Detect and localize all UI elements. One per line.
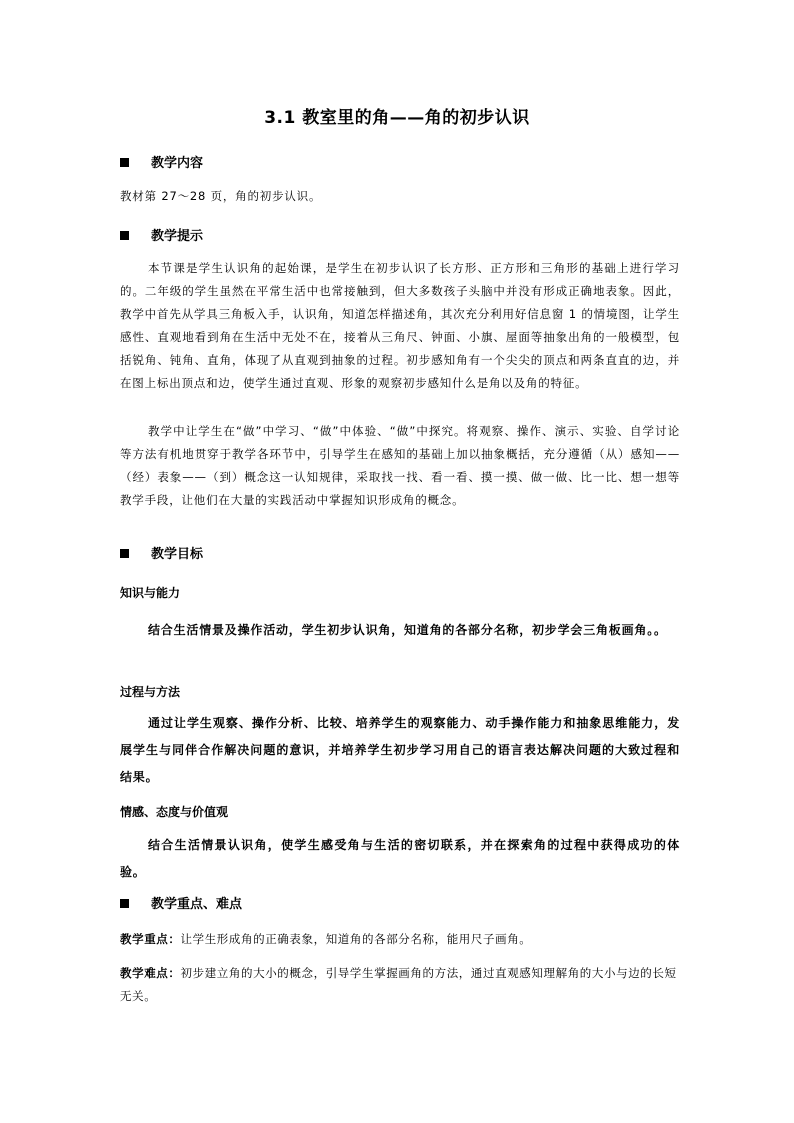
tips-paragraph-2: 教学中让学生在“做”中学习、“做”中体验、“做”中探究。将观察、操作、演示、实验、自学讨论等方法有机地贯穿于教学各环节中，引导学生在感知的基础上加以抽象概括，充分遵循（从）感知——（经）表象——（到）概念这一认知规律，采取找一找、看一看、摸一摸、做一做、比一比、想一想等教学手段，让他们在大量的实践活动中掌握知识形成角的概念。 — [120, 424, 680, 507]
focus-text: 让学生形成角的正确表象，知道角的各部分名称，能用尺子画角。 — [180, 932, 532, 946]
section-heading-label: 教学重点、难点 — [151, 897, 243, 912]
square-bullet-icon — [120, 158, 129, 167]
document-title: 3.1 教室里的角——角的初步认识 — [264, 108, 530, 128]
section-heading-content — [120, 152, 680, 171]
difficulty-label: 教学难点： — [120, 966, 181, 980]
goal-text-process: 通过让学生观察、操作分析、比较、培养学生的观察能力、动手操作能力和抽象思维能力，发展学生与同伴合作解决问题的意识，并培养学生初步学习用自己的语言表达解决问题的大致过程和结果。 — [120, 716, 680, 784]
goal-subheading-knowledge: 知识与能力 — [120, 586, 181, 600]
difficulty-point — [120, 962, 680, 1008]
section-heading-label: 教学提示 — [151, 229, 204, 244]
square-bullet-icon — [120, 899, 129, 908]
section-heading-label: 教学目标 — [151, 547, 204, 562]
square-bullet-icon — [120, 231, 129, 240]
content-text: 教材第 27～28 页，角的初步认识。 — [120, 189, 322, 203]
section-heading-goals — [120, 543, 680, 562]
goal-subheading-process: 过程与方法 — [120, 685, 181, 699]
difficulty-text: 初步建立角的大小的概念，引导学生掌握画角的方法，通过直观感知理解角的大小与边的长短无关。 — [120, 966, 677, 1003]
section-heading-tips — [120, 225, 680, 244]
goal-text-attitude: 结合生活情景认识角，使学生感受角与生活的密切联系，并在探索角的过程中获得成功的体验。 — [120, 838, 680, 879]
tips-paragraph-1: 本节课是学生认识角的起始课，是学生在初步认识了长方形、正方形和三角形的基础上进行学习的。二年级的学生虽然在平常生活中也常接触到，但大多数孩子头脑中并没有形成正确地表象。因此，教学中首先从学具三角板入手，认识角，知道怎样描述角，其次充分利用好信息窗 1 的情境图，让学生感性、直观地看到角在生活中无处不在，接着从三角尺、钟面、小旗、屋面等抽象出角的一般模型，包括锐角、钝角、直角，体现了从直观到抽象的过程。初步感知角有一个尖尖的顶点和两条直直的边，并在图上标出顶点和边，使学生通过直观、形象的观察初步感知什么是角以及角的特征。 — [120, 261, 680, 390]
section-heading-keypoints — [120, 893, 680, 912]
focus-point — [120, 928, 680, 951]
goal-text-knowledge: 结合生活情景及操作活动，学生初步认识角，知道角的各部分名称，初步学会三角板画角。。 — [148, 623, 667, 637]
focus-label: 教学重点： — [120, 932, 181, 946]
section-heading-label: 教学内容 — [151, 156, 204, 171]
square-bullet-icon — [120, 549, 129, 558]
goal-subheading-attitude: 情感、态度与价值观 — [120, 805, 229, 819]
